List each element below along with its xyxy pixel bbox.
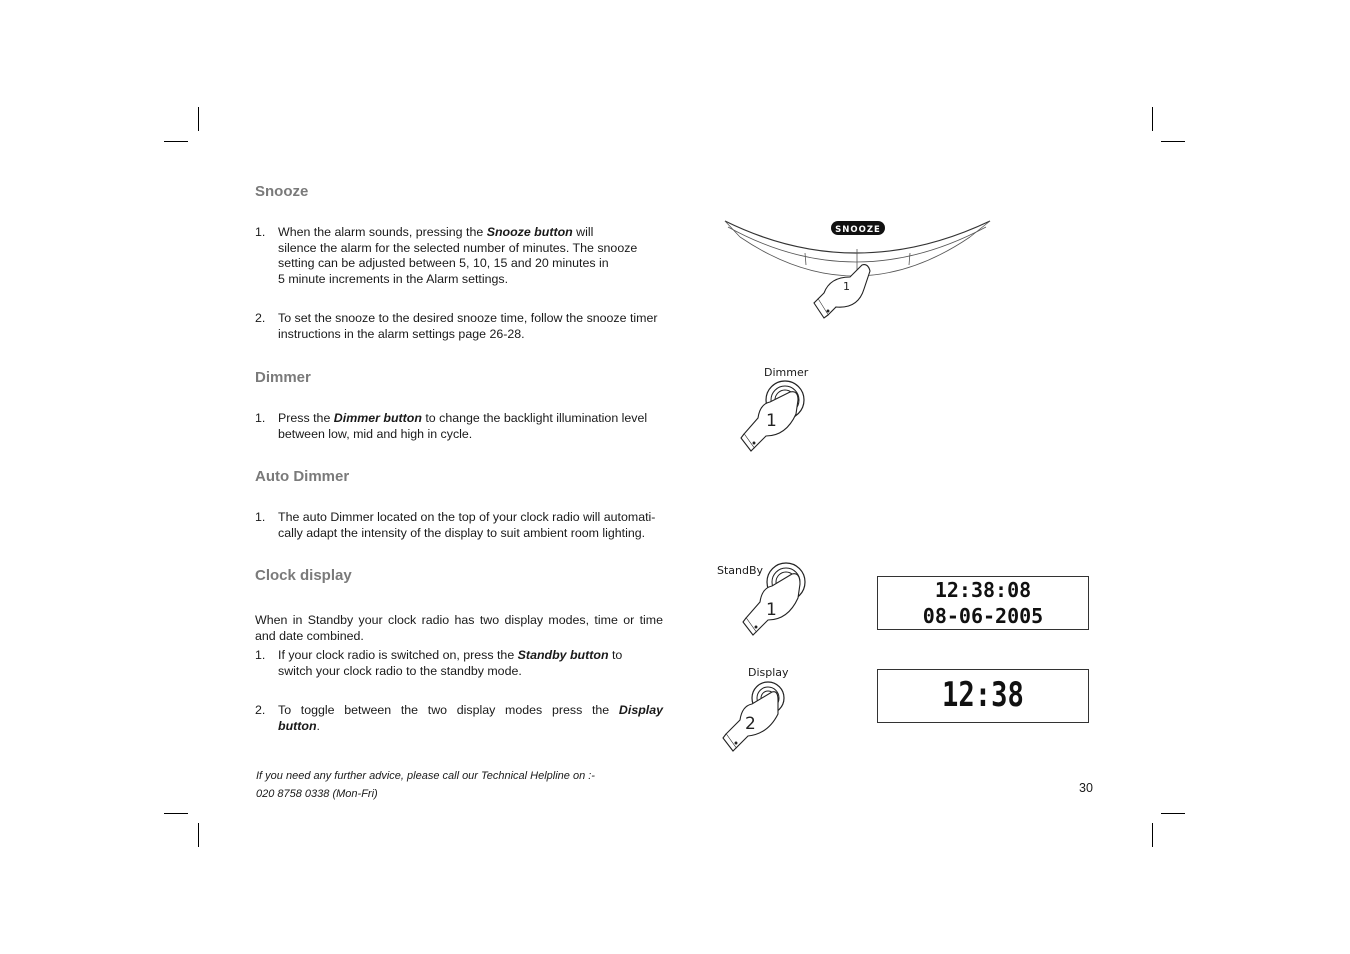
text: switch your clock radio to the standby mode. bbox=[278, 663, 522, 678]
section-title-auto-dimmer: Auto Dimmer bbox=[255, 468, 350, 485]
snooze-step-2 bbox=[255, 311, 663, 342]
text: Press the bbox=[278, 411, 334, 425]
crop-mark bbox=[1152, 823, 1153, 847]
helpline-number: 020 8758 0338 (Mon-Fri) bbox=[256, 788, 378, 800]
text: 5 minute increments in the Alarm settings. bbox=[278, 271, 509, 286]
text: silence the alarm for the selected number of minutes. The snooze bbox=[278, 240, 638, 255]
standby-button-label: StandBy bbox=[717, 564, 764, 577]
text: to bbox=[608, 648, 623, 662]
step-number-label: 2 bbox=[745, 714, 756, 734]
step-number: 1. bbox=[255, 411, 266, 425]
emphasis-dimmer-button: Dimmer button bbox=[333, 411, 422, 425]
step-number: 1. bbox=[255, 225, 266, 239]
crop-mark bbox=[164, 141, 188, 142]
text: will bbox=[572, 225, 594, 239]
text: to change the backlight illumination level bbox=[421, 411, 648, 425]
text: cally adapt the intensity of the display to suit ambient room lighting. bbox=[278, 525, 646, 540]
text: The auto Dimmer located on the top of your clock radio will automati- bbox=[278, 510, 656, 524]
crop-mark bbox=[1161, 141, 1185, 142]
step-number-label: 1 bbox=[766, 411, 777, 431]
text: To toggle between the two display modes press the bbox=[278, 703, 619, 717]
section-title-snooze: Snooze bbox=[255, 183, 309, 200]
snooze-label: SNOOZE bbox=[835, 225, 881, 235]
lcd-time-date-display bbox=[877, 576, 1089, 630]
crop-mark bbox=[1161, 813, 1185, 814]
clock-display-intro: When in Standby your clock radio has two display modes, time or time and date combined. bbox=[255, 613, 663, 643]
text: When the alarm sounds, pressing the bbox=[278, 225, 487, 239]
step-number: 1. bbox=[255, 648, 266, 662]
page-number: 30 bbox=[1079, 781, 1093, 795]
standby-button-illustration bbox=[738, 560, 818, 645]
snooze-bar-illustration bbox=[720, 215, 1000, 325]
clock-display-step-2 bbox=[255, 703, 663, 734]
emphasis-display-button: button bbox=[278, 718, 317, 733]
dimmer-button-illustration bbox=[738, 378, 818, 458]
crop-mark bbox=[1152, 107, 1153, 131]
section-title-clock-display: Clock display bbox=[255, 567, 352, 584]
emphasis-display-button: Display bbox=[618, 703, 663, 717]
text: between low, mid and high in cycle. bbox=[278, 426, 473, 441]
display-button-label: Display bbox=[748, 666, 789, 679]
crop-mark bbox=[198, 823, 199, 847]
text: To set the snooze to the desired snooze time, follow the snooze timer bbox=[278, 311, 658, 325]
step-number-label: 1 bbox=[766, 600, 777, 620]
section-title-dimmer: Dimmer bbox=[255, 369, 311, 386]
dimmer-button-label: Dimmer bbox=[764, 366, 809, 379]
step-number: 2. bbox=[255, 703, 266, 717]
text: If your clock radio is switched on, press the bbox=[278, 648, 518, 662]
text: instructions in the alarm settings page 26-28. bbox=[278, 326, 525, 341]
step-number: 2. bbox=[255, 311, 266, 325]
lcd-date: 08-06-2005 bbox=[922, 604, 1044, 628]
emphasis-standby-button: Standby button bbox=[517, 648, 609, 662]
lcd-time-display bbox=[877, 669, 1089, 723]
emphasis-snooze-button: Snooze button bbox=[486, 225, 573, 239]
text: setting can be adjusted between 5, 10, 15 and 20 minutes in bbox=[278, 256, 609, 270]
display-button-illustration bbox=[720, 678, 800, 758]
step-number-label: 1 bbox=[843, 280, 850, 293]
step-number: 1. bbox=[255, 510, 266, 524]
lcd-time: 12:38 bbox=[942, 675, 1024, 715]
clock-display-step-1 bbox=[255, 648, 663, 679]
dimmer-step-1 bbox=[255, 411, 663, 442]
crop-mark bbox=[198, 107, 199, 131]
lcd-time: 12:38:08 bbox=[934, 578, 1032, 602]
helpline-text: If you need any further advice, please call our Technical Helpline on :- bbox=[256, 770, 595, 782]
snooze-step-1 bbox=[255, 225, 663, 287]
auto-dimmer-step-1 bbox=[255, 510, 663, 541]
text: . bbox=[316, 718, 320, 733]
crop-mark bbox=[164, 813, 188, 814]
